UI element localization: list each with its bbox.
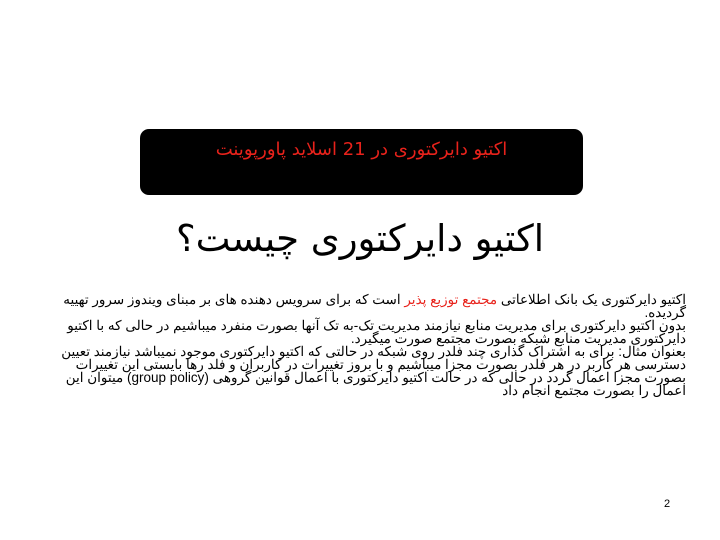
header-banner (140, 129, 583, 195)
slide-body (38, 293, 686, 397)
paragraph-1 (38, 293, 686, 319)
paragraph-1-part-b: است که برای سرویس دهنده های بر مبنای ویندوز سرور تهییه گردیده. (63, 292, 686, 320)
paragraph-1-part-a: اکتیو دایرکتوری یک بانک اطلاعاتی (497, 292, 686, 307)
banner-text: اکتیو دایرکتوری در 21 اسلاید پاورپوینت (215, 139, 508, 160)
paragraph-2: بدون اکتیو دایرکتوری برای مدیریت منابع نیازمند مدیریت تک-به تک آنها بصورت منفرد میباشیم در حالی که با اکتیو دایرکتوری مدیریت منابع شبکه بصورت مجتمع صورت میگیرد. (67, 318, 686, 346)
page-number: 2 (664, 498, 671, 510)
slide-title: اکتیو دایرکتوری چیست؟ (175, 217, 545, 260)
paragraph-1-highlight: مجتمع توزیع پذیر (404, 292, 498, 307)
paragraph-3: بعنوان مثال: برای به اشتراک گذاری چند فلدر روی شبکه در حالتی که اکتیو دایرکتوری موجود نمیباشد نیازمند تعیین دسترسی هر کاربر در هر فلدر بصورت مجزا میباشیم و با بروز تغییرات در کاربران و فلد رها بایستی این تغییرات بصورت مجزا اعمال گردد در حالی که در حالت اکتیو دایرکتوری با اعمال قوانین گروهی (group policy) میتوان این اعمال را بصورت مجتمع انجام داد (61, 344, 686, 398)
